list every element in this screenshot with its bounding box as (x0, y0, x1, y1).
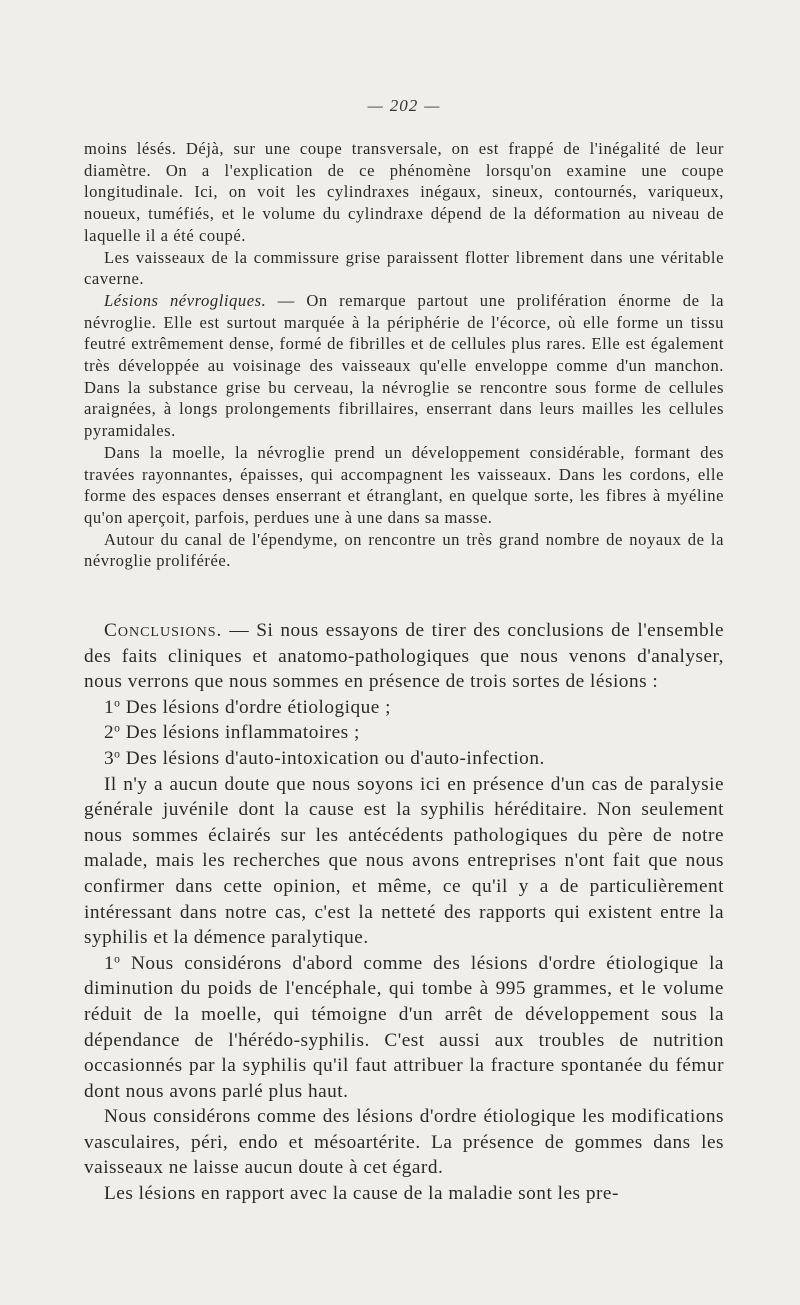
paragraph: Il n'y a aucun doute que nous soyons ici en présence d'un cas de paralysie générale juvénile dont la cause est la syphilis héréditaire. Non seulement nous sommes éclairés sur les antécédents pathologiques du père de notre malade, mais les recherches que nous avons entreprises n'ont fait que nous confirmer dans cette opinion, et même, ce qu'il y a de particulièrement intéressant dans notre cas, c'est la netteté des rapports qui existent entre la syphilis et la démence paralytique. (84, 773, 724, 949)
paragraph: Les lésions en rapport avec la cause de la maladie sont les pre- (104, 1183, 619, 1205)
paragraph-text: — Si nous essayons de tirer des conclusions de l'ensemble des faits cliniques et anatomo-pathologiques que nous venons d'analyser, nous verrons que nous sommes en présence de trois sortes de lésions : (84, 620, 724, 693)
section-heading-conclusions: Conclusions. (104, 620, 223, 641)
body-section-large (84, 618, 724, 1207)
paragraph: Autour du canal de l'épendyme, on rencontre un très grand nombre de noyaux de la névroglie proliférée. (84, 529, 724, 571)
body-section-small (84, 138, 724, 572)
list-item: 3$^o$ Des lésions d'auto-intoxication ou d'auto-infection. (104, 747, 545, 769)
page-number: — 202 — (367, 96, 441, 115)
document-page (84, 0, 724, 1305)
paragraph (84, 290, 724, 442)
paragraph (84, 618, 724, 695)
paragraph: Nous considérons comme des lésions d'ordre étiologique les modifications vasculaires, péri, endo et mésoartérite. La présence de gommes dans les vaisseaux ne laisse aucun doute à cet égard. (84, 1106, 724, 1179)
section-heading-lesions-nevrogliques: Lésions névrogliques. (104, 290, 267, 310)
paragraph: moins lésés. Déjà, sur une coupe transversale, on est frappé de l'inégalité de leur diamètre. On a l'explication de ce phénomène lorsqu'on examine une coupe longitudinale. Ici, on voit les cylindraxes inégaux, sineux, contournés, variqueux, noueux, tuméfiés, et le volume du cylindraxe dépend de la déformation au niveau de laquelle il a été coupé. (84, 139, 724, 245)
page-number-value: 202 (389, 96, 419, 115)
paragraph: 1$^o$ Nous considérons d'abord comme des lésions d'ordre étiologique la diminution du poids de l'encéphale, qui tombe à 995 grammes, et le volume réduit de la moelle, qui témoigne d'un arrêt de développement sous la dépendance de l'hérédo-syphilis. C'est aussi aux troubles de nutrition occasionnés par la syphilis qu'il faut attribuer la fracture spontanée du fémur dont nous avons parlé plus haut. (84, 952, 724, 1102)
paragraph: Dans la moelle, la névroglie prend un développement considérable, formant des travées rayonnantes, épaisses, qui accompagnent les vaisseaux. Dans les cordons, elle forme des espaces denses enserrant et étranglant, en quelque sorte, les fibres à myéline qu'on aperçoit, parfois, perdues une à une dans sa masse. (84, 442, 724, 527)
list-item: 1$^o$ Des lésions d'ordre étiologique ; (104, 696, 391, 718)
paragraph: Les vaisseaux de la commissure grise paraissent flotter librement dans une véritable caverne. (84, 247, 724, 289)
list-item: 2$^o$ Des lésions inflammatoires ; (104, 722, 360, 744)
paragraph-text: — On remarque partout une prolifération énorme de la névroglie. Elle est surtout marquée à la périphérie de l'écorce, où elle forme un tissu feutré extrêmement dense, formé de fibrilles et de cellules plus rares. Elle est également très développée au voisinage des vaisseaux qu'elle enveloppe comme d'un manchon. Dans la substance grise bu cerveau, la névroglie se rencontre sous forme de cellules araignées, à longs prolongements fibrillaires, enserrant dans leurs mailles les cellules pyramidales. (84, 290, 724, 441)
